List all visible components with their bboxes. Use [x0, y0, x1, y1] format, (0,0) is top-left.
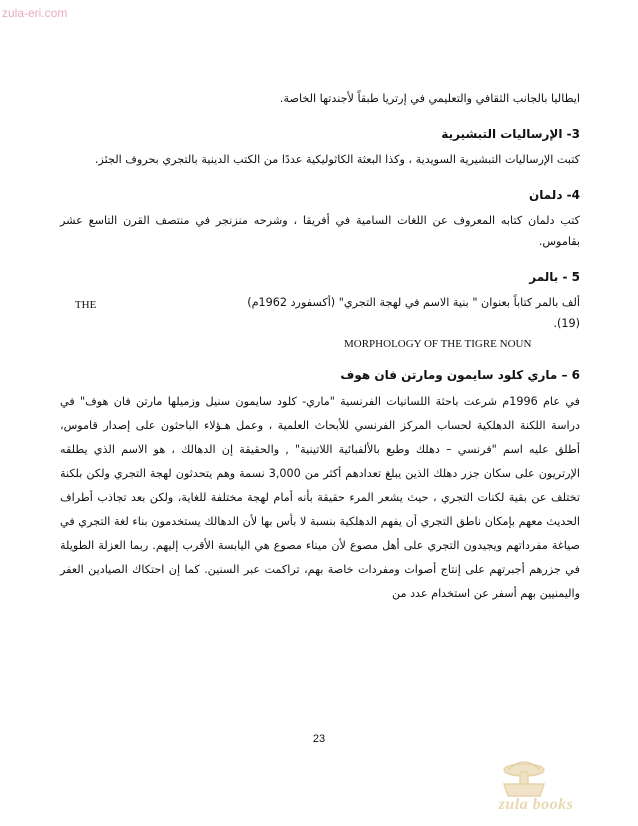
- section-heading-palmer: 5 - بالمر: [529, 270, 580, 284]
- section-body-simon-hoof: في عام 1996م شرعت باحثة اللسانيات الفرنسية "ماري- كلود سايمون سنيل وزميلها مارتن فان هوف" في دراسة اللكنة الدهلكية لحساب المركز الفرنسي للأبحاث العلمية ، وعمل هـؤلاء الباحثون على إصدار قاموس، أطلق عليه اسم "فرنسي – دهلك وطبع بالألفبائية اللاتينية" , والحقيقة إن الدهالك ، هو الاسم الذي يطلقه الإرتريون على سكان جزر دهلك الذين يبلغ تعدادهم أكثر من 3,000 نسمة وهم يتحدثون لهجة التجري ولكن بلكنة تختلف عن بقية لكنات التجري ، حيث يشعر المرء حقيقة بأنه أمام لهجة مختلفة للغاية، ولكن بعد تجاذب أطراف الحديث معهم بإمكان ناطق التجري أن يفهم الدهلكية بنسبة لا بأس بها لأن الدهالك يستخدمون بناء لغة التجري في صياغة مفرداتهم ويجيدون التجري على أهل مصوع لأن ميناء مصوع هي اليابسة الأقرب إليهم. ربما العزلة الطويلة في جزرهم أجبرتهم على إنتاج أصوات ومفردات خاصة بهم، تراكمت عبر السنين. كما إن احتكاك الصيادين العفر واليمنيين بهم أسفر عن استخدام عدد من: [60, 395, 580, 600]
- section-body-palmer: ألف بالمر كتاباً بعنوان " بنية الاسم في لهجة التجري" (أكسفورد 1962م) (19).: [247, 296, 580, 330]
- book-title-latin-part2: MORPHOLOGY OF THE TIGRE NOUN: [344, 338, 532, 350]
- site-watermark: zula-eri.com: [2, 6, 68, 20]
- book-title-latin-part1: THE: [74, 299, 97, 311]
- section-body-dillmann: كتب دلمان كتابه المعروف عن اللغات السامية في أفريقا ، وشرحه منزنجر في منتصف القرن التاسع عشر بقاموس.: [60, 214, 580, 248]
- page-content: [60, 88, 580, 606]
- publisher-logo-text: zula books: [498, 796, 574, 813]
- intro-paragraph: ايطاليا بالجانب الثقافي والتعليمي في إرتريا طبقاً لأجندتها الخاصة.: [279, 92, 580, 105]
- section-heading-dillmann: 4- دلمان: [529, 188, 580, 202]
- page-number: 23: [312, 733, 326, 745]
- section-heading-missionaries: 3- الإرساليات التبشيرية: [441, 127, 580, 141]
- section-heading-simon-hoof: 6 – ماري كلود سايمون ومارتن فان هوف: [340, 368, 580, 382]
- section-body-missionaries: كتبت الإرساليات التبشيرية السويدية ، وكذا البعثة الكاثوليكية عددًا من الكتب الدينية بالتجري بحروف الجئز.: [94, 153, 580, 166]
